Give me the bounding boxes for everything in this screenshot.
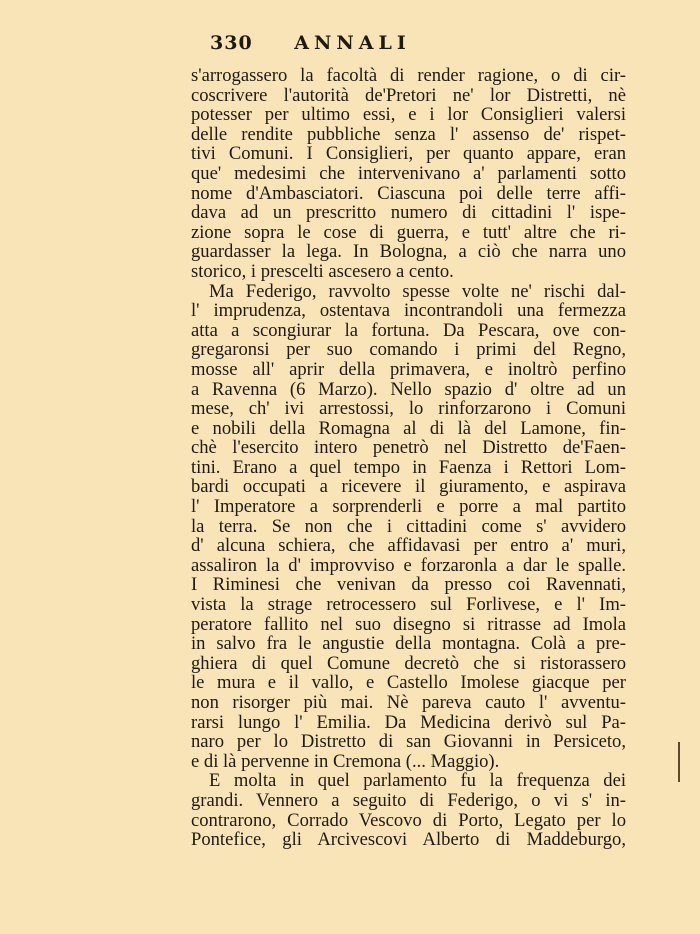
text-line: storico, i prescelti ascesero a cento.: [191, 261, 454, 282]
text-line: e nobili della Romagna al di là del Lamone, fin-: [191, 418, 626, 439]
text-line: a Ravenna (6 Marzo). Nello spazio d' oltre ad un: [191, 379, 626, 400]
text-line: assaliron la d' improvviso e forzaronla a dar le spalle.: [191, 555, 626, 576]
text-line: delle rendite pubbliche senza l' assenso de' rispet-: [191, 124, 626, 145]
page-edge-mark: [678, 742, 680, 782]
text-line: naro per lo Distretto di san Giovanni in Persiceto,: [191, 732, 626, 752]
text-line: potesser per ultimo essi, e i lor Consiglieri valersi: [191, 105, 626, 125]
text-line: bardi occupati a ricevere il giuramento, e aspirava: [191, 477, 626, 498]
text-line: que' medesimi che intervenivano a' parlamenti sotto: [191, 163, 626, 184]
text-line: Pontefice, gli Arcivescovi Alberto di Maddeburgo,: [191, 830, 626, 850]
text-line: zione sopra le cose di guerra, e tutt' altre che ri-: [191, 222, 626, 243]
text-line: l' Imperatore a sorprenderli e porre a mal partito: [191, 497, 626, 517]
text-line: le mura e il vallo, e Castello Imolese giacque per: [191, 673, 626, 693]
text-line: l' imprudenza, ostentava incontrandoli una fermezza: [191, 301, 626, 321]
running-title: ANNALI: [294, 32, 411, 54]
text-line: nome d'Ambasciatori. Ciascuna poi delle terre affi-: [191, 183, 626, 204]
text-line: dava ad un prescritto numero di cittadini l' ispe-: [191, 203, 626, 223]
text-line: vista la strage retrocessero sul Forlivese, e l' Im-: [191, 595, 626, 615]
text-line: in salvo fra le angustie della montagna. Colà a pre-: [191, 634, 626, 654]
text-line: atta a scongiurar la fortuna. Da Pescara, ove con-: [191, 320, 626, 341]
text-line: Ma Federigo, ravvolto spesse volte ne' rischi dal-: [209, 281, 626, 302]
text-line: mosse all' aprir della primavera, e inoltrò perfino: [191, 359, 626, 380]
running-header: [210, 32, 411, 54]
text-line: mese, ch' ivi arrestossi, lo rinforzarono i Comuni: [191, 399, 626, 419]
text-line: chè l'esercito intero penetrò nel Distretto de'Faen-: [191, 438, 626, 458]
text-line: E molta in quel parlamento fu la frequenza dei: [209, 771, 626, 791]
text-line: ghiera di quel Comune decretò che si ristorassero: [191, 653, 626, 674]
text-line: s'arrogassero la facoltà di render ragione, o di cir-: [191, 66, 626, 86]
body-text: [191, 66, 626, 850]
text-line: coscrivere l'autorità de'Pretori ne' lor Distretti, nè: [191, 85, 626, 106]
text-line: la terra. Se non che i cittadini come s' avvidero: [191, 516, 626, 537]
text-line: I Riminesi che venivan da presso coi Ravennati,: [191, 575, 626, 596]
text-line: guardasser la lega. In Bologna, a ciò che narra uno: [191, 242, 626, 262]
text-line: d' alcuna schiera, che affidavasi per entro a' muri,: [191, 536, 626, 556]
page-number: 330: [210, 32, 253, 54]
text-line: grandi. Vennero a seguito di Federigo, o vi s' in-: [191, 790, 626, 811]
text-line: tini. Erano a quel tempo in Faenza i Rettori Lom-: [191, 457, 626, 478]
text-line: peratore fallito nel suo disegno si ritrasse ad Imola: [191, 614, 626, 635]
text-line: rarsi lungo l' Emilia. Da Medicina derivò sul Pa-: [191, 712, 626, 733]
text-line: non risorger più mai. Nè pareva cauto l' avventu-: [191, 693, 626, 713]
text-line: tivi Comuni. I Consiglieri, per quanto appare, eran: [191, 144, 626, 164]
text-line: e di là pervenne in Cremona (... Maggio).: [191, 751, 500, 772]
text-line: contrarono, Corrado Vescovo di Porto, Legato per lo: [191, 810, 626, 831]
text-line: gregaronsi per suo comando i primi del Regno,: [191, 340, 626, 360]
